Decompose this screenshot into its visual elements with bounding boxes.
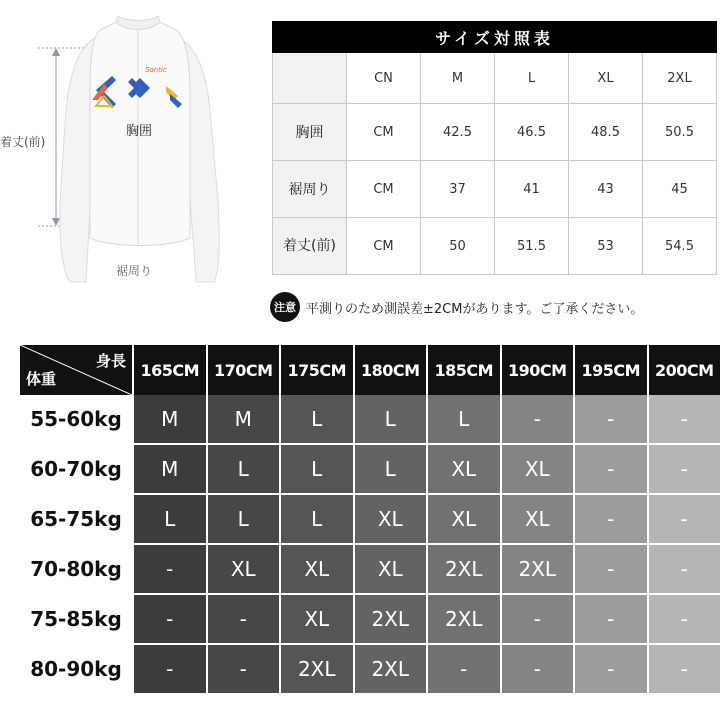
jersey-illustration	[0, 0, 270, 300]
size-cell: M	[134, 395, 206, 445]
brand-logo: Santic	[145, 66, 167, 74]
table-cell: 43	[569, 161, 643, 218]
size-cell: -	[649, 595, 720, 645]
caution-badge: 注意	[270, 292, 300, 322]
hem-label: 裾周り	[116, 264, 153, 278]
size-header: M	[421, 53, 495, 104]
size-cell: L	[208, 495, 280, 545]
table-corner	[273, 53, 347, 104]
size-cell: XL	[502, 495, 574, 545]
size-chart-title: サイズ対照表	[273, 22, 717, 53]
size-cell: -	[208, 595, 280, 645]
table-row	[273, 161, 717, 218]
row-label: 着丈(前)	[273, 218, 347, 275]
size-chart-table	[272, 21, 717, 275]
table-cell: 45	[643, 161, 717, 218]
size-cell: -	[649, 545, 720, 595]
size-cell: -	[134, 595, 206, 645]
table-cell: 53	[569, 218, 643, 275]
jersey-figure	[0, 0, 270, 300]
size-cell: 2XL	[428, 595, 500, 645]
size-cell: XL	[355, 495, 427, 545]
size-cell: -	[649, 395, 720, 445]
height-header: 195CM	[575, 345, 647, 395]
size-cell: -	[502, 645, 574, 695]
size-cell: -	[428, 645, 500, 695]
table-cell: 42.5	[421, 104, 495, 161]
row-unit: CM	[347, 161, 421, 218]
grid-corner	[20, 345, 132, 395]
table-cell: 37	[421, 161, 495, 218]
table-cell: 51.5	[495, 218, 569, 275]
size-cell: -	[134, 645, 206, 695]
note-text: 平測りのため測誤差±2CMがあります。ご了承ください。	[306, 301, 644, 317]
weight-axis-label: 体重	[26, 370, 57, 388]
size-cell: -	[649, 645, 720, 695]
size-cell: XL	[428, 445, 500, 495]
size-cell: 2XL	[355, 645, 427, 695]
table-cell: 41	[495, 161, 569, 218]
table-row	[273, 104, 717, 161]
size-cell: L	[428, 395, 500, 445]
row-unit: CM	[347, 104, 421, 161]
size-cell: -	[575, 395, 647, 445]
size-cell: L	[355, 445, 427, 495]
row-unit: CM	[347, 218, 421, 275]
height-axis-label: 身長	[95, 352, 126, 370]
size-cell: M	[134, 445, 206, 495]
size-cell: XL	[208, 545, 280, 595]
measurement-note	[270, 292, 643, 322]
size-header: XL	[569, 53, 643, 104]
size-cell: -	[575, 445, 647, 495]
table-cell: 46.5	[495, 104, 569, 161]
weight-row-label: 70-80kg	[20, 545, 132, 595]
length-label: 着丈(前)	[0, 135, 46, 149]
weight-row-label: 55-60kg	[20, 395, 132, 445]
chest-label: 胸囲	[126, 124, 153, 139]
size-cell: 2XL	[281, 645, 353, 695]
size-cell: 2XL	[502, 545, 574, 595]
size-cell: M	[208, 395, 280, 445]
size-cell: -	[575, 495, 647, 545]
size-cell: -	[502, 395, 574, 445]
row-label: 胸囲	[273, 104, 347, 161]
height-header: 165CM	[134, 345, 206, 395]
height-header: 185CM	[428, 345, 500, 395]
size-cell: -	[649, 445, 720, 495]
size-cell: L	[281, 445, 353, 495]
table-row	[273, 218, 717, 275]
height-header: 200CM	[649, 345, 720, 395]
size-cell: L	[281, 395, 353, 445]
size-header: 2XL	[643, 53, 717, 104]
height-header: 170CM	[208, 345, 280, 395]
size-cell: XL	[502, 445, 574, 495]
size-cell: XL	[355, 545, 427, 595]
table-cell: 50.5	[643, 104, 717, 161]
size-recommendation-grid	[20, 345, 720, 695]
size-cell: -	[575, 595, 647, 645]
weight-row-label: 65-75kg	[20, 495, 132, 545]
table-cell: 48.5	[569, 104, 643, 161]
size-cell: 2XL	[428, 545, 500, 595]
height-header: 190CM	[502, 345, 574, 395]
size-header-row	[273, 53, 717, 104]
table-cell: 54.5	[643, 218, 717, 275]
row-label: 裾周り	[273, 161, 347, 218]
size-cell: -	[575, 545, 647, 595]
size-cell: 2XL	[355, 595, 427, 645]
weight-row-label: 60-70kg	[20, 445, 132, 495]
size-cell: L	[208, 445, 280, 495]
size-cell: -	[208, 645, 280, 695]
size-cell: L	[355, 395, 427, 445]
size-cell: XL	[428, 495, 500, 545]
size-cell: -	[649, 495, 720, 545]
size-cell: -	[134, 545, 206, 595]
size-cell: -	[502, 595, 574, 645]
table-cell: 50	[421, 218, 495, 275]
weight-row-label: 75-85kg	[20, 595, 132, 645]
size-cell: -	[575, 645, 647, 695]
height-header: 180CM	[355, 345, 427, 395]
size-cell: L	[281, 495, 353, 545]
size-cell: XL	[281, 595, 353, 645]
unit-header: CN	[347, 53, 421, 104]
size-cell: XL	[281, 545, 353, 595]
height-header: 175CM	[281, 345, 353, 395]
size-cell: L	[134, 495, 206, 545]
weight-row-label: 80-90kg	[20, 645, 132, 695]
size-header: L	[495, 53, 569, 104]
